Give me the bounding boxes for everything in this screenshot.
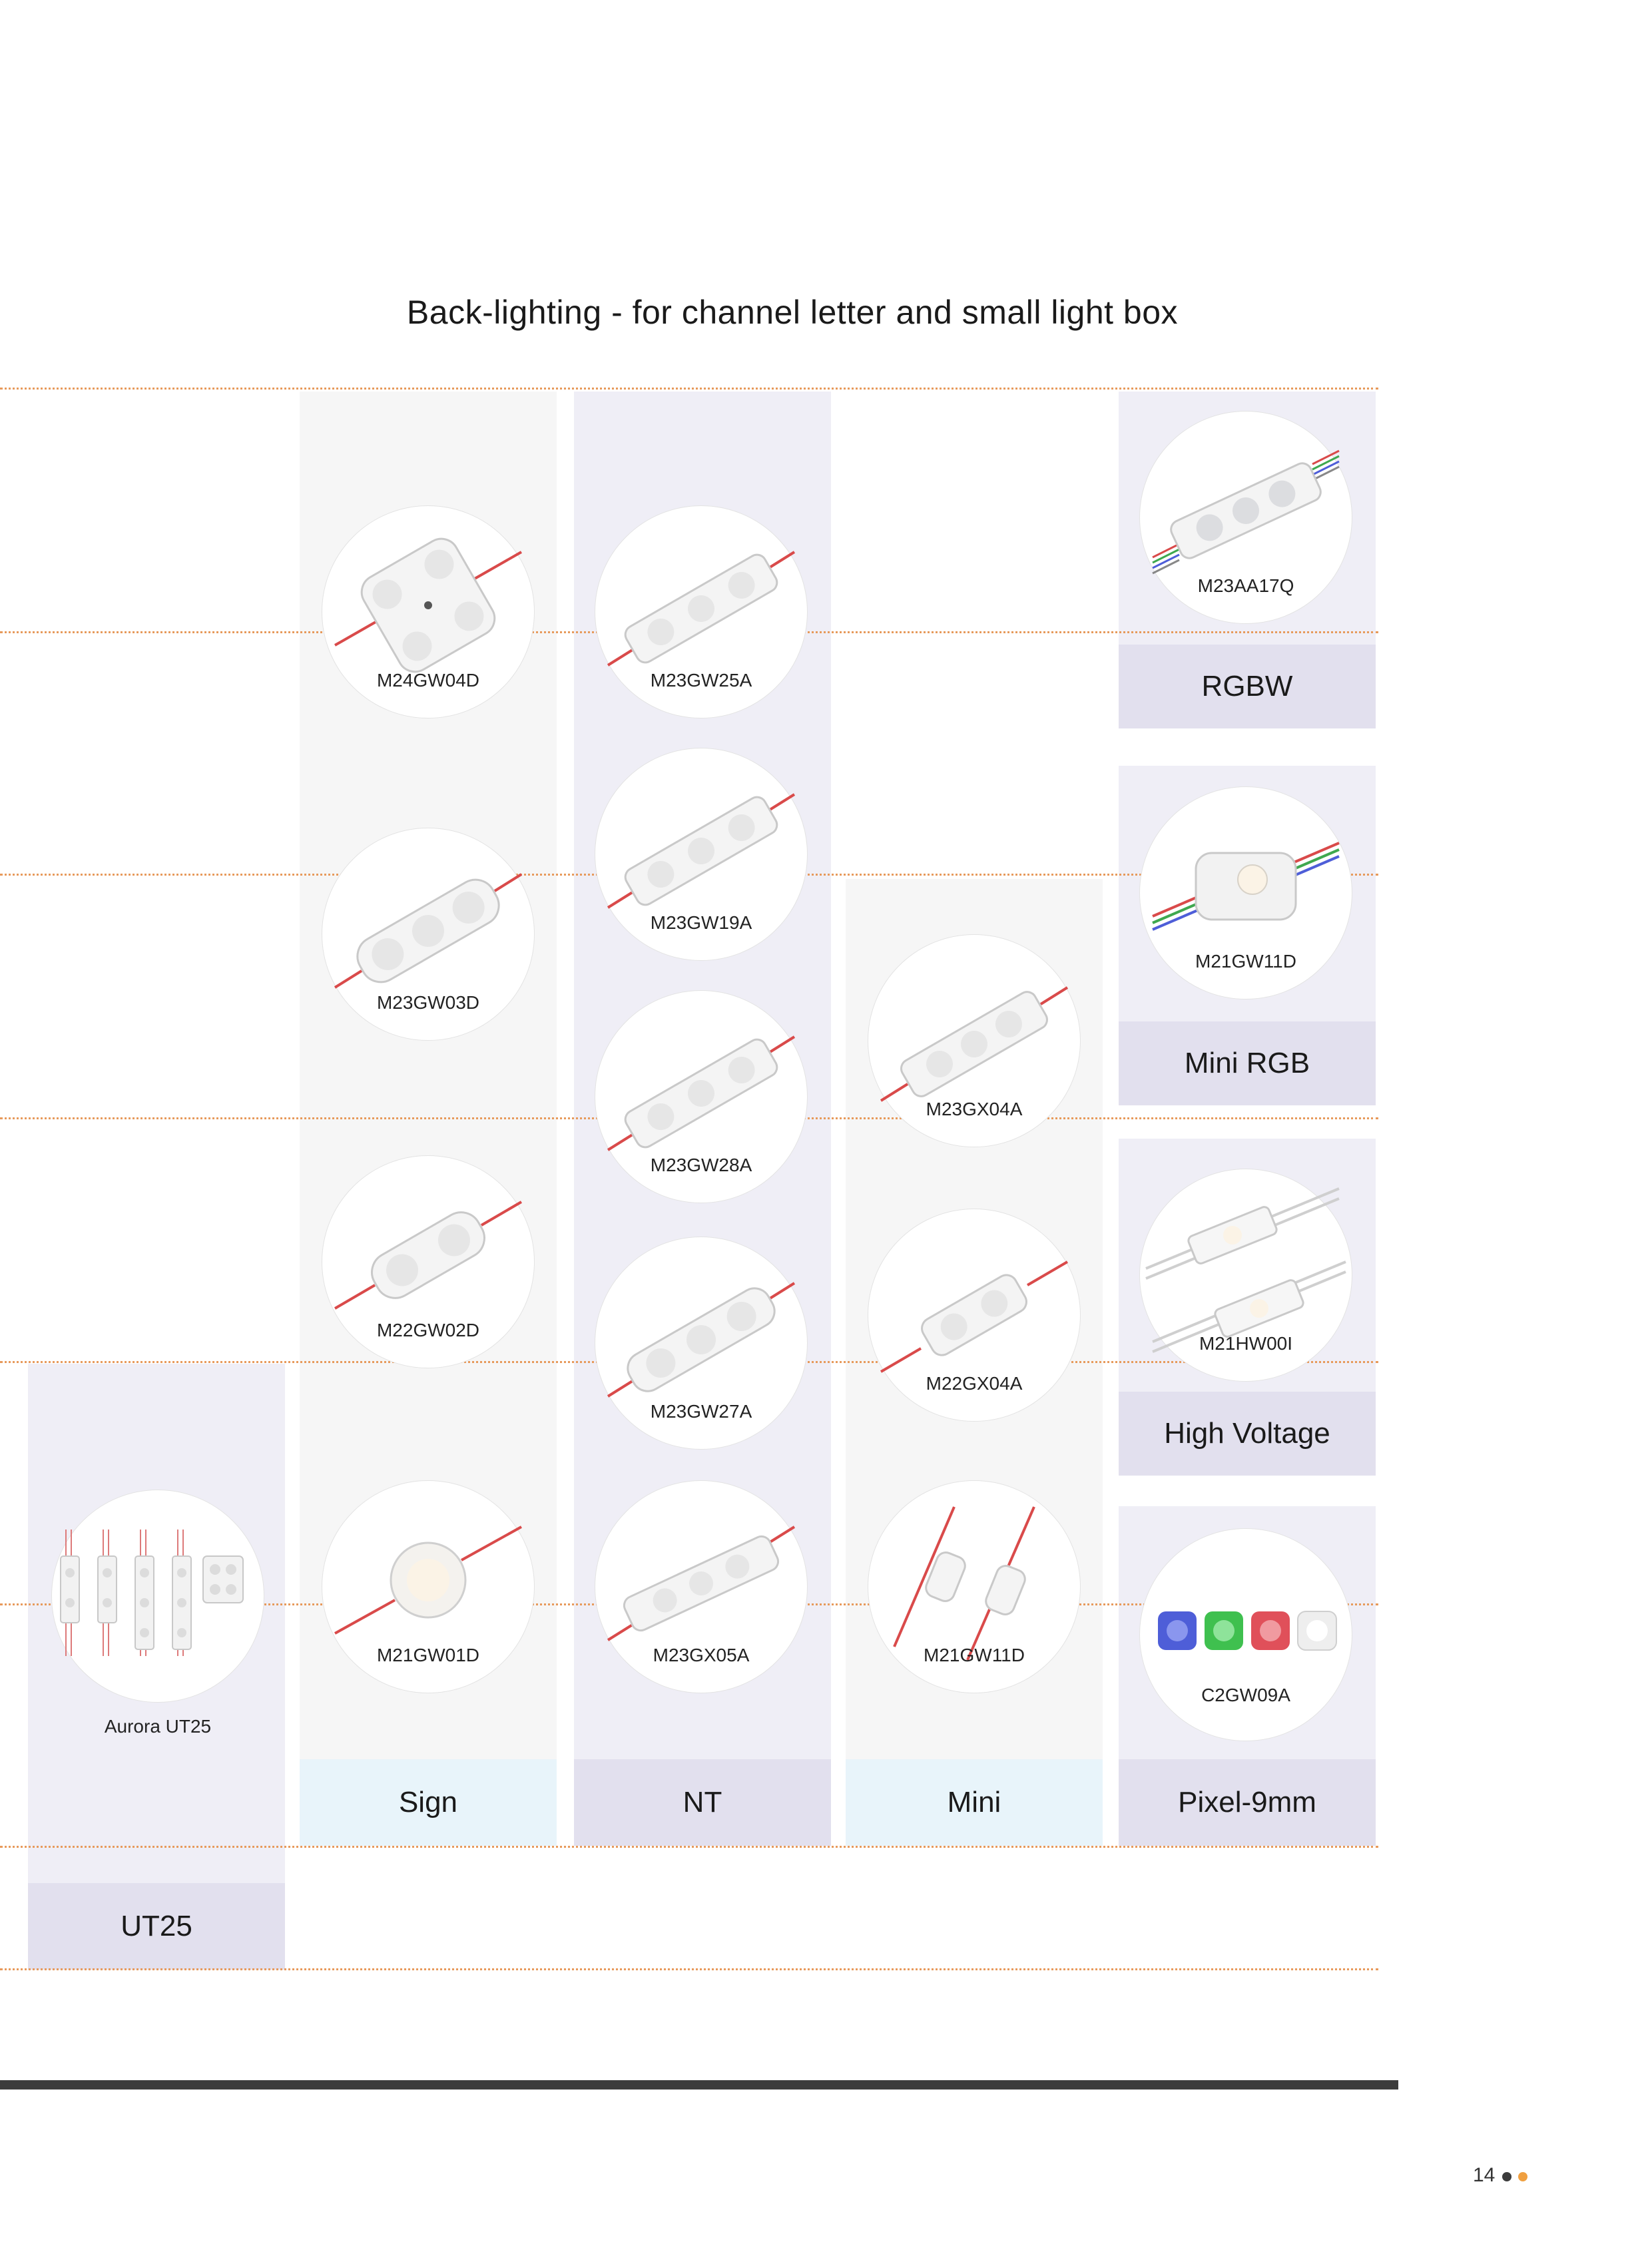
category-ut25: UT25: [28, 1883, 285, 1970]
product-code: M21HW00I: [1199, 1333, 1293, 1354]
product-code: M22GX04A: [926, 1373, 1023, 1394]
product-code: M24GW04D: [376, 670, 480, 691]
category-nt: NT: [574, 1759, 831, 1846]
product-code: M23AA17Q: [1197, 575, 1294, 596]
guide-line: [0, 1846, 1378, 1848]
page-dot-icon: [1502, 2172, 1512, 2181]
product-m23aa17q: [1136, 408, 1356, 627]
product-code: M23GW25A: [650, 670, 752, 691]
product-m22gx04a: [864, 1205, 1084, 1425]
product-m23gw25a: [591, 502, 811, 722]
product-code: M23GW27A: [650, 1401, 752, 1422]
product-aurora-ut25: [48, 1486, 268, 1737]
product-code: C2GW09A: [1201, 1685, 1290, 1705]
product-code: M23GW03D: [376, 992, 480, 1013]
product-m21hw00i: [1136, 1165, 1356, 1385]
product-code: M23GW28A: [650, 1155, 752, 1175]
page-number: 14: [1473, 2164, 1496, 2186]
product-code: M23GX05A: [653, 1645, 750, 1665]
product-code: Aurora UT25: [104, 1716, 212, 1737]
guide-line: [0, 1968, 1378, 1970]
product-code: M21GW11D: [1195, 951, 1296, 972]
product-m21gw11d-rgb: [1136, 783, 1356, 1003]
product-m23gx04a: [864, 931, 1084, 1151]
category-high-voltage: High Voltage: [1119, 1392, 1376, 1476]
led-strip-set-icon: [51, 1490, 264, 1703]
product-m23gw28a: [591, 987, 811, 1207]
category-mini-rgb: Mini RGB: [1119, 1021, 1376, 1105]
product-code: M21GW01D: [376, 1645, 480, 1665]
product-code: M23GW19A: [650, 912, 752, 933]
pixel-led-icon: [1139, 1528, 1352, 1741]
category-rgbw: RGBW: [1119, 645, 1376, 728]
page-dot-icon: [1518, 2172, 1527, 2181]
category-sign: Sign: [300, 1759, 557, 1846]
product-m23gx05a: [591, 1477, 811, 1697]
page-title: Back-lighting - for channel letter and small light box: [406, 294, 1179, 331]
footer-bar: [0, 2080, 1398, 2090]
product-m23gw27a: [591, 1233, 811, 1453]
product-m22gw02d: [318, 1152, 538, 1372]
category-mini: Mini: [846, 1759, 1103, 1846]
category-pixel: Pixel-9mm: [1119, 1759, 1376, 1846]
product-m23gw19a: [591, 744, 811, 964]
product-code: M23GX04A: [926, 1099, 1023, 1119]
product-code: M21GW11D: [924, 1645, 1025, 1665]
guide-line: [0, 388, 1378, 390]
product-m21gw11d-mini: [864, 1477, 1084, 1697]
product-code: M22GW02D: [376, 1320, 480, 1340]
product-c2gw09a: [1136, 1525, 1356, 1745]
product-m21gw01d: [318, 1477, 538, 1697]
product-m23gw03d: [318, 824, 538, 1044]
product-m24gw04d: [318, 502, 538, 722]
